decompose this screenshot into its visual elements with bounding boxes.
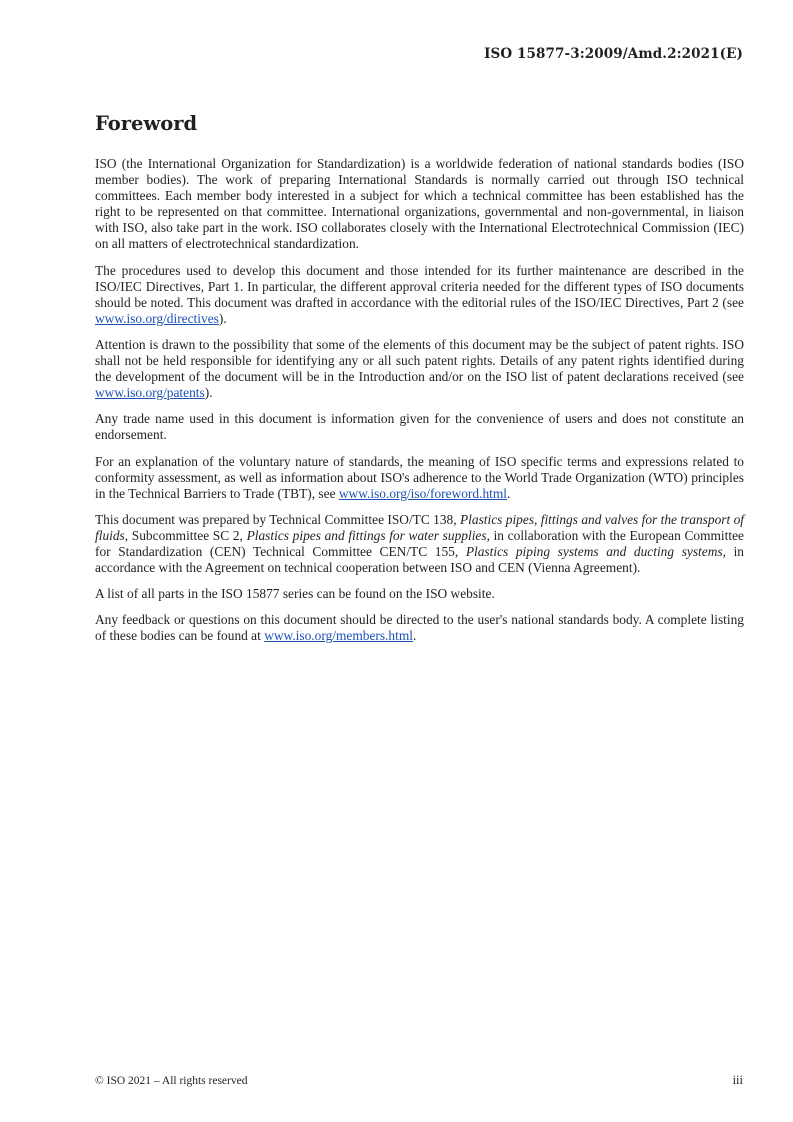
paragraph-procedures: The procedures used to develop this document and those intended for its further maintenance are described in the ISO/IEC Directives, Part 1. In particular, the different approval criteria needed for the different types of ISO documents should be noted. This document was drafted in accordance with the editorial rules of the ISO/IEC Directives, Part 2 (see www.iso.org/directives). (95, 262, 744, 326)
copyright-notice: © ISO 2021 – All rights reserved (95, 1075, 248, 1087)
document-id: ISO 15877-3:2009/Amd.2:2021(E) (484, 46, 743, 62)
paragraph-series-list: A list of all parts in the ISO 15877 series can be found on the ISO website. (95, 586, 495, 602)
foreword-link[interactable]: www.iso.org/iso/foreword.html (338, 485, 507, 501)
paragraph-patents: Attention is drawn to the possibility that some of the elements of this document may be the subject of patent rights. ISO shall not be held responsible for identifying any or all such patent rights. Details of any patent rights identified during the development of the document will be in the Introduction and/or on the ISO list of patent declarations received (see www.iso.org/patents). (95, 336, 744, 401)
paragraph-feedback: Any feedback or questions on this document should be directed to the user's national standards body. A complete listing of these bodies can be found at www.iso.org/members.html. (95, 612, 744, 644)
paragraph-trade-name: Any trade name used in this document is information given for the convenience of users and does not constitute an endorsement. (95, 411, 744, 443)
paragraph-voluntary-nature: For an explanation of the voluntary nature of standards, the meaning of ISO specific terms and expressions related to conformity assessment, as well as information about ISO's adherence to the World Trade Organization (WTO) principles in the Technical Barriers to Trade (TBT), see www.iso.org/iso/foreword.html. (95, 453, 744, 501)
patents-link[interactable]: www.iso.org/patents (95, 385, 205, 401)
foreword-body (95, 156, 744, 654)
paragraph-iso-intro: ISO (the International Organization for Standardization) is a worldwide federation of national standards bodies (ISO member bodies). The work of preparing International Standards is normally carried out through ISO technical committees. Each member body interested in a subject for which a technical committee has been established has the right to be represented on that committee. International organizations, governmental and non-governmental, in liaison with ISO, also take part in the work. ISO collaborates closely with the International Electrotechnical Commission (IEC) on all matters of electrotechnical standardization. (95, 156, 744, 252)
members-link[interactable]: www.iso.org/members.html (264, 628, 413, 644)
page-number: iii (732, 1073, 743, 1087)
paragraph-prepared-by: This document was prepared by Technical Committee ISO/TC 138, Plastics pipes, fittings and valves for the transport of fluids, Subcommittee SC 2, Plastics pipes and fittings for water supplies, in collaboration with the European Committee for Standardization (CEN) Technical Committee CEN/TC 155, Plastics piping systems and ducting systems, in accordance with the Agreement on technical cooperation between ISO and CEN (Vienna Agreement). (95, 511, 744, 576)
directives-link[interactable]: www.iso.org/directives (95, 310, 219, 326)
page-title: Foreword (95, 112, 198, 135)
